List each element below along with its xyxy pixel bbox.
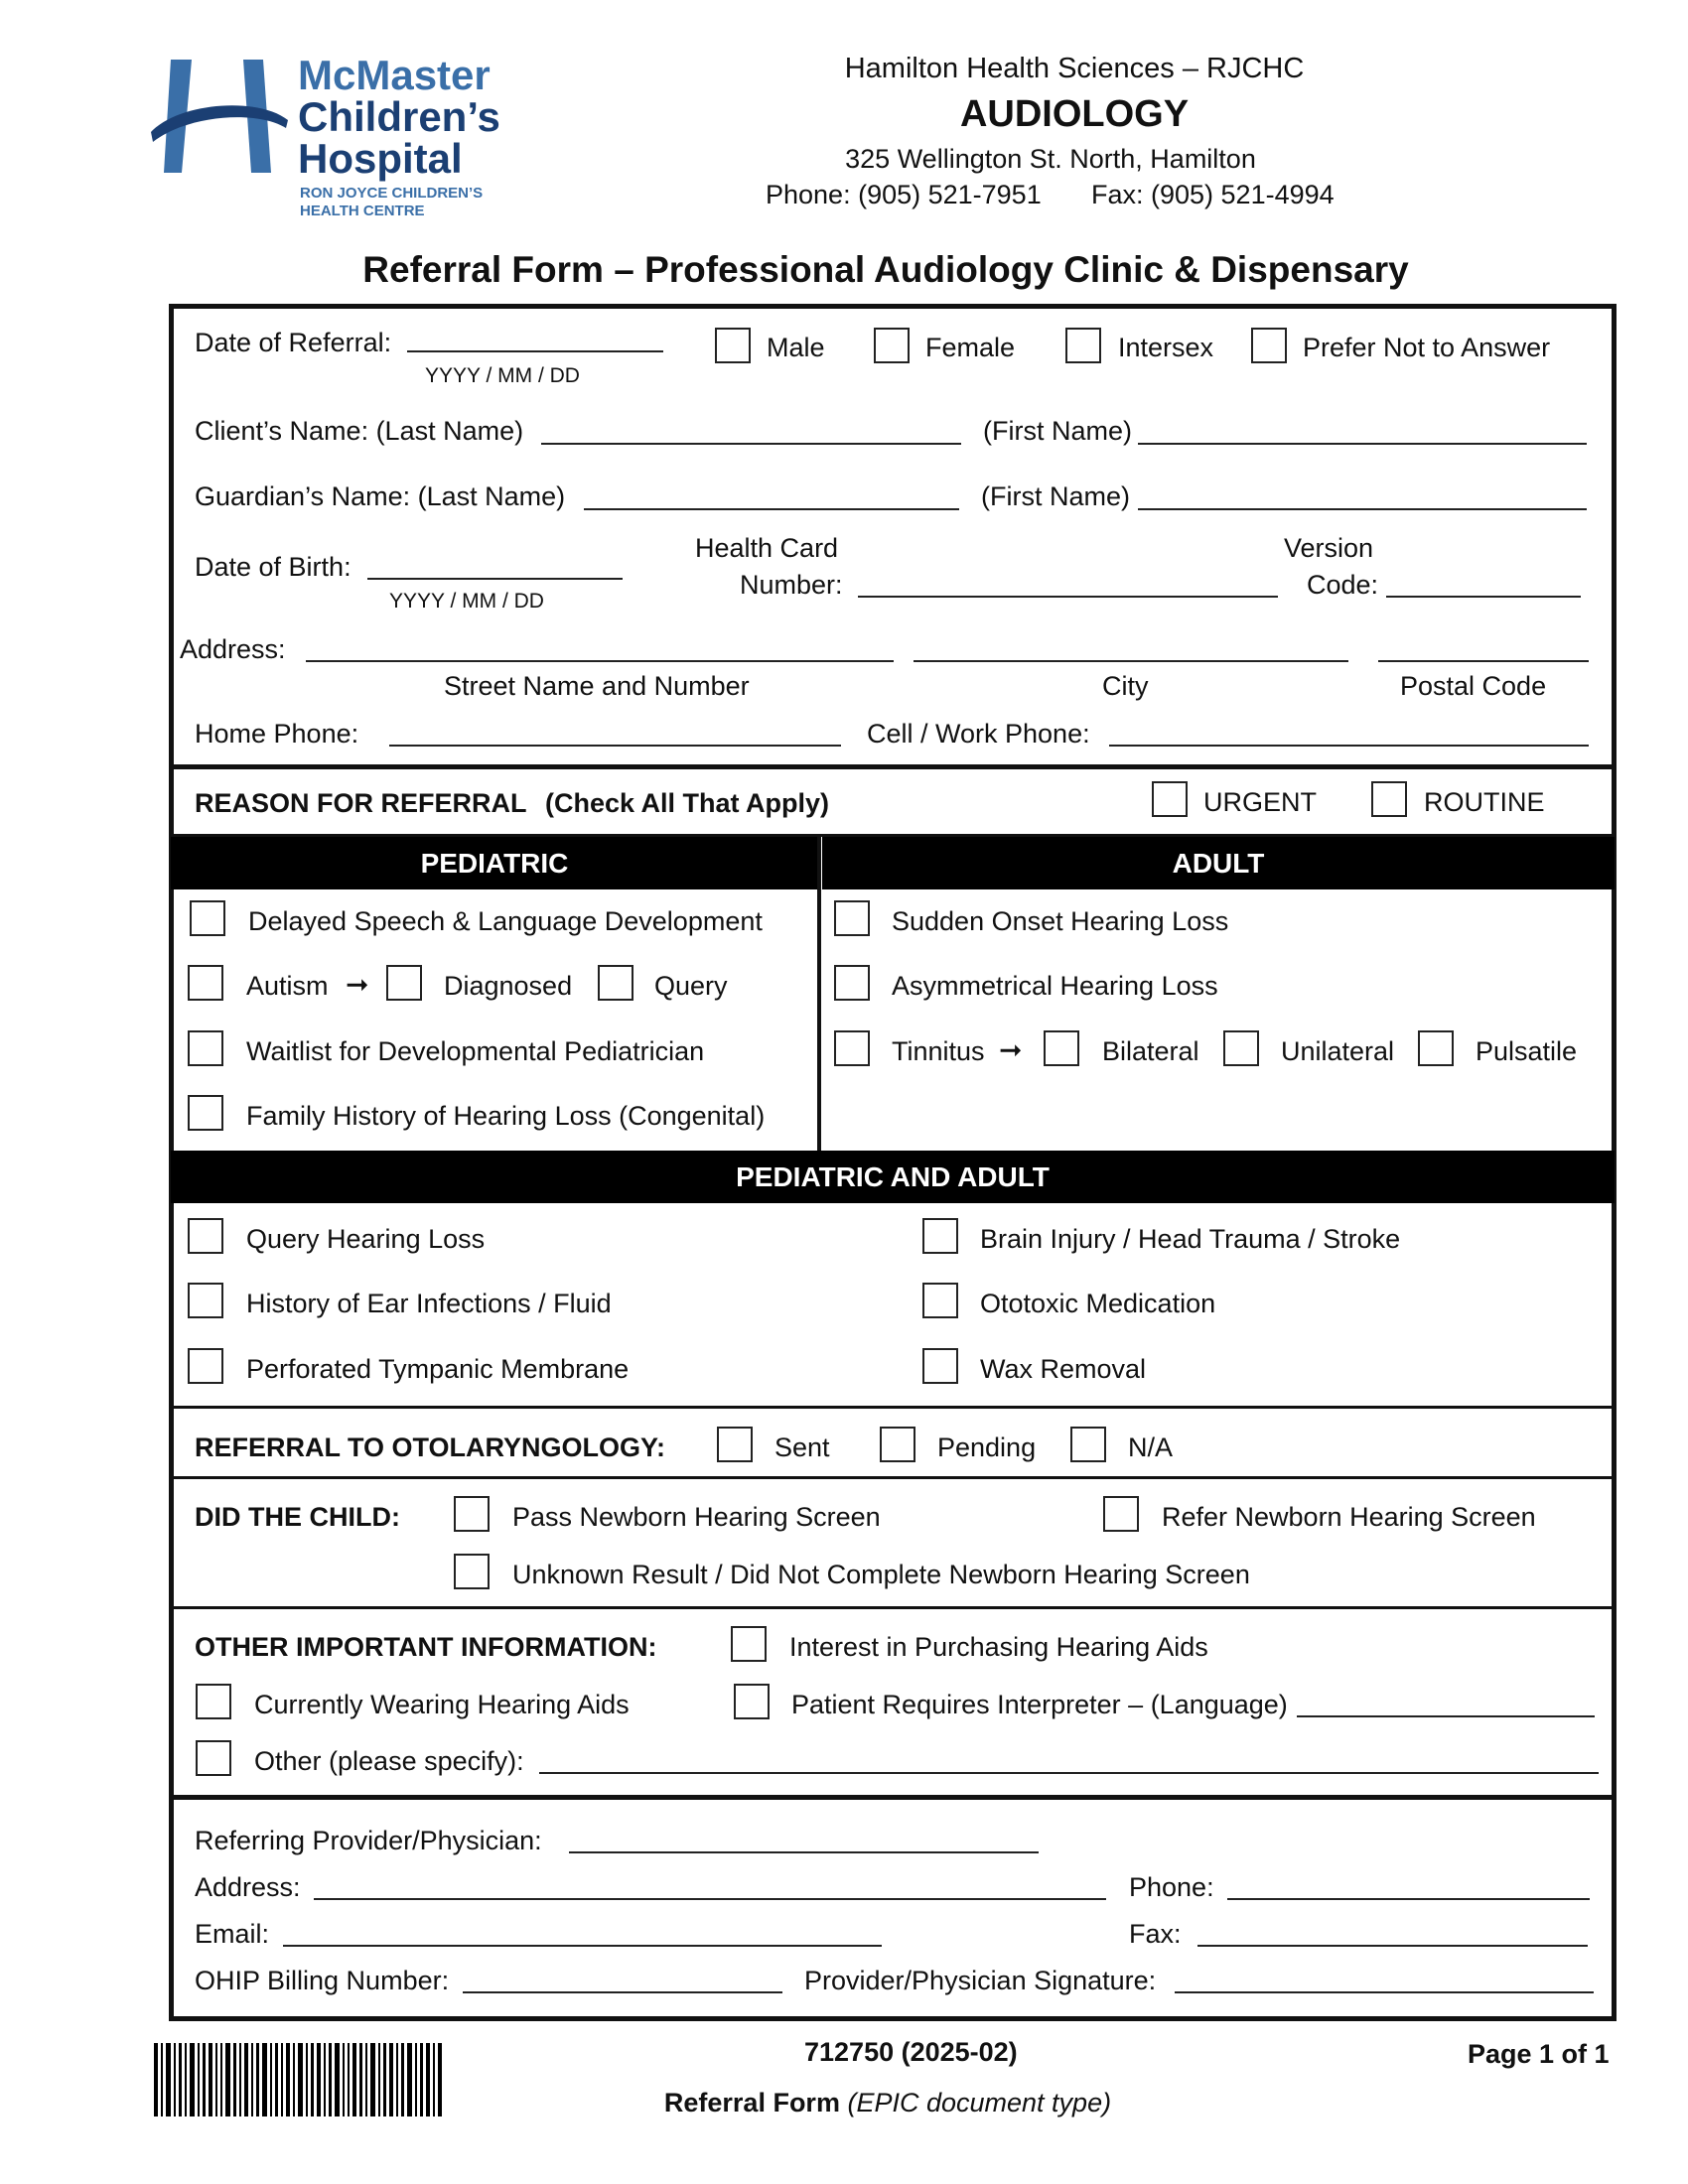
ototoxic-checkbox[interactable]	[922, 1283, 958, 1318]
client-last-name-label: Client’s Name: (Last Name)	[195, 416, 524, 446]
interest-hearing-aids-label: Interest in Purchasing Hearing Aids	[789, 1632, 1208, 1662]
wearing-hearing-aids-checkbox[interactable]	[196, 1684, 231, 1719]
home-phone-field[interactable]	[389, 745, 841, 747]
oto-na-label: N/A	[1128, 1433, 1174, 1462]
date-format-hint: YYYY / MM / DD	[425, 364, 580, 387]
gender-intersex-label: Intersex	[1118, 333, 1214, 362]
brain-injury-label: Brain Injury / Head Trauma / Stroke	[980, 1224, 1401, 1254]
street-caption: Street Name and Number	[444, 671, 750, 701]
oto-divider	[171, 1406, 1615, 1409]
brain-injury-checkbox[interactable]	[922, 1218, 958, 1254]
header-dept: AUDIOLOGY	[959, 93, 1190, 135]
autism-query-checkbox[interactable]	[598, 965, 633, 1001]
tinnitus-label: Tinnitus	[892, 1036, 985, 1066]
signature-field[interactable]	[1175, 1991, 1594, 1993]
address-label: Address:	[180, 634, 286, 664]
other-specify-label: Other (please specify):	[254, 1746, 524, 1776]
provider-address-label: Address:	[195, 1872, 301, 1902]
postal-code-caption: Postal Code	[1400, 671, 1547, 701]
provider-email-field[interactable]	[283, 1945, 882, 1947]
provider-email-label: Email:	[195, 1919, 270, 1949]
logo-sub-1: RON JOYCE CHILDREN’S	[300, 185, 484, 202]
pediatric-and-adult-header: PEDIATRIC AND ADULT	[171, 1151, 1615, 1203]
guardian-first-name-field[interactable]	[1138, 508, 1587, 510]
perforated-membrane-checkbox[interactable]	[188, 1348, 223, 1384]
interpreter-language-field[interactable]	[1297, 1715, 1595, 1717]
urgent-label: URGENT	[1203, 787, 1317, 817]
health-card-label-1: Health Card	[695, 533, 839, 563]
client-first-name-label: (First Name)	[983, 416, 1132, 446]
tinnitus-unilateral-checkbox[interactable]	[1223, 1030, 1259, 1066]
form-code: 712750 (2025-02)	[804, 2037, 1018, 2067]
home-phone-label: Home Phone:	[195, 719, 359, 749]
unknown-screen-label: Unknown Result / Did Not Complete Newborn Hearing Screen	[512, 1560, 1250, 1589]
oto-pending-label: Pending	[937, 1433, 1037, 1462]
autism-query-label: Query	[654, 971, 728, 1001]
gender-female-label: Female	[925, 333, 1016, 362]
header-phone: Phone: (905) 521-7951	[766, 180, 1042, 209]
delayed-speech-checkbox[interactable]	[190, 900, 225, 936]
waitlist-label: Waitlist for Developmental Pediatrician	[246, 1036, 705, 1066]
guardian-first-name-label: (First Name)	[981, 481, 1130, 511]
autism-label: Autism	[246, 971, 329, 1001]
wearing-hearing-aids-label: Currently Wearing Hearing Aids	[254, 1690, 630, 1719]
version-code-field[interactable]	[1386, 596, 1581, 598]
header-fax: Fax: (905) 521-4994	[1091, 180, 1335, 209]
provider-phone-field[interactable]	[1227, 1898, 1590, 1900]
autism-diagnosed-label: Diagnosed	[444, 971, 573, 1001]
waitlist-checkbox[interactable]	[188, 1030, 223, 1066]
gender-female-checkbox[interactable]	[874, 328, 910, 363]
client-first-name-field[interactable]	[1138, 443, 1587, 445]
reason-subtitle: (Check All That Apply)	[545, 788, 830, 818]
client-last-name-field[interactable]	[541, 443, 961, 445]
tinnitus-pulsatile-checkbox[interactable]	[1418, 1030, 1454, 1066]
oto-sent-checkbox[interactable]	[717, 1427, 753, 1462]
autism-checkbox[interactable]	[188, 965, 223, 1001]
wax-removal-label: Wax Removal	[980, 1354, 1147, 1384]
delayed-speech-label: Delayed Speech & Language Development	[248, 906, 763, 936]
wax-removal-checkbox[interactable]	[922, 1348, 958, 1384]
autism-diagnosed-checkbox[interactable]	[386, 965, 422, 1001]
family-history-checkbox[interactable]	[188, 1095, 223, 1131]
ohip-field[interactable]	[463, 1991, 782, 1993]
logo-line-3: Hospital	[298, 135, 463, 182]
adult-header: ADULT	[822, 837, 1615, 889]
page-number: Page 1 of 1	[1468, 2039, 1610, 2069]
provider-name-label: Referring Provider/Physician:	[195, 1826, 542, 1855]
provider-fax-label: Fax:	[1129, 1919, 1182, 1949]
health-card-field[interactable]	[858, 596, 1278, 598]
unknown-screen-checkbox[interactable]	[454, 1554, 490, 1589]
query-hearing-loss-label: Query Hearing Loss	[246, 1224, 486, 1254]
dob-label: Date of Birth:	[195, 552, 352, 582]
gender-intersex-checkbox[interactable]	[1065, 328, 1101, 363]
provider-phone-label: Phone:	[1129, 1872, 1214, 1902]
doc-type-italic: (EPIC document type)	[847, 2088, 1112, 2117]
ear-infections-checkbox[interactable]	[188, 1283, 223, 1318]
refer-screen-label: Refer Newborn Hearing Screen	[1162, 1502, 1536, 1532]
routine-label: ROUTINE	[1424, 787, 1545, 817]
postal-code-field[interactable]	[1378, 660, 1589, 662]
dob-field[interactable]	[367, 578, 623, 580]
logo-sub-2: HEALTH CENTRE	[300, 203, 425, 219]
reason-title: REASON FOR REFERRAL	[195, 788, 527, 818]
refer-screen-checkbox[interactable]	[1103, 1496, 1139, 1532]
other-divider	[171, 1606, 1615, 1609]
city-caption: City	[1102, 671, 1149, 701]
header-org: Hamilton Health Sciences – RJCHC	[844, 53, 1305, 84]
oto-sent-label: Sent	[774, 1433, 830, 1462]
arrow-right-icon: ➞	[999, 1034, 1023, 1065]
child-divider	[171, 1476, 1615, 1479]
ohip-label: OHIP Billing Number:	[195, 1966, 450, 1995]
tinnitus-checkbox[interactable]	[834, 1030, 870, 1066]
version-code-label-2: Code:	[1307, 570, 1379, 600]
ototoxic-label: Ototoxic Medication	[980, 1289, 1216, 1318]
cell-phone-label: Cell / Work Phone:	[867, 719, 1090, 749]
provider-name-field[interactable]	[569, 1851, 1039, 1853]
interest-hearing-aids-checkbox[interactable]	[731, 1626, 767, 1662]
date-of-referral-label: Date of Referral:	[195, 328, 392, 357]
column-divider	[817, 837, 821, 1151]
gender-prefer-not-checkbox[interactable]	[1251, 328, 1287, 363]
health-card-label-2: Number:	[740, 570, 843, 600]
asymmetrical-label: Asymmetrical Hearing Loss	[892, 971, 1218, 1001]
asymmetrical-checkbox[interactable]	[834, 965, 870, 1001]
other-label: OTHER IMPORTANT INFORMATION:	[195, 1632, 657, 1662]
sudden-onset-checkbox[interactable]	[834, 900, 870, 936]
ear-infections-label: History of Ear Infections / Fluid	[246, 1289, 612, 1318]
provider-divider	[171, 1795, 1615, 1800]
tinnitus-bilateral-label: Bilateral	[1102, 1036, 1199, 1066]
street-field[interactable]	[306, 660, 894, 662]
logo-line-1: McMaster	[298, 52, 491, 98]
gender-male-label: Male	[767, 333, 825, 362]
oto-na-checkbox[interactable]	[1070, 1427, 1106, 1462]
form-title: Referral Form – Professional Audiology Clinic & Dispensary	[362, 249, 1409, 290]
header-address: 325 Wellington St. North, Hamilton	[845, 144, 1256, 174]
pediatric-header: PEDIATRIC	[171, 837, 818, 889]
guardian-last-name-label: Guardian’s Name: (Last Name)	[195, 481, 566, 511]
section-divider	[171, 764, 1615, 769]
tinnitus-bilateral-checkbox[interactable]	[1044, 1030, 1079, 1066]
query-hearing-loss-checkbox[interactable]	[188, 1218, 223, 1254]
guardian-last-name-field[interactable]	[584, 508, 959, 510]
other-specify-field[interactable]	[539, 1772, 1599, 1774]
doc-type-bold: Referral Form	[663, 2088, 840, 2117]
dob-format-hint: YYYY / MM / DD	[389, 590, 544, 613]
gender-male-checkbox[interactable]	[715, 328, 751, 363]
oto-pending-checkbox[interactable]	[880, 1427, 915, 1462]
provider-address-field[interactable]	[314, 1898, 1106, 1900]
pass-screen-checkbox[interactable]	[454, 1496, 490, 1532]
date-of-referral-field[interactable]	[407, 350, 663, 352]
interpreter-checkbox[interactable]	[734, 1684, 770, 1719]
gender-prefer-not-label: Prefer Not to Answer	[1303, 333, 1551, 362]
version-code-label-1: Version	[1284, 533, 1374, 563]
tinnitus-unilateral-label: Unilateral	[1281, 1036, 1395, 1066]
signature-label: Provider/Physician Signature:	[804, 1966, 1157, 1995]
cell-phone-field[interactable]	[1109, 745, 1589, 747]
urgent-checkbox[interactable]	[1152, 781, 1188, 817]
perforated-membrane-label: Perforated Tympanic Membrane	[246, 1354, 630, 1384]
child-label: DID THE CHILD:	[195, 1502, 400, 1532]
pass-screen-label: Pass Newborn Hearing Screen	[512, 1502, 881, 1532]
arrow-right-icon: ➞	[346, 969, 369, 1000]
provider-fax-field[interactable]	[1197, 1945, 1588, 1947]
doc-type	[0, 2090, 1688, 2116]
logo-line-2: Children’s	[298, 93, 500, 140]
routine-checkbox[interactable]	[1371, 781, 1407, 817]
family-history-label: Family History of Hearing Loss (Congenital)	[246, 1101, 766, 1131]
city-field[interactable]	[914, 660, 1348, 662]
oto-label: REFERRAL TO OTOLARYNGOLOGY:	[195, 1433, 666, 1462]
tinnitus-pulsatile-label: Pulsatile	[1476, 1036, 1578, 1066]
sudden-onset-label: Sudden Onset Hearing Loss	[892, 906, 1229, 936]
other-specify-checkbox[interactable]	[196, 1740, 231, 1776]
interpreter-label: Patient Requires Interpreter – (Language)	[791, 1690, 1288, 1719]
